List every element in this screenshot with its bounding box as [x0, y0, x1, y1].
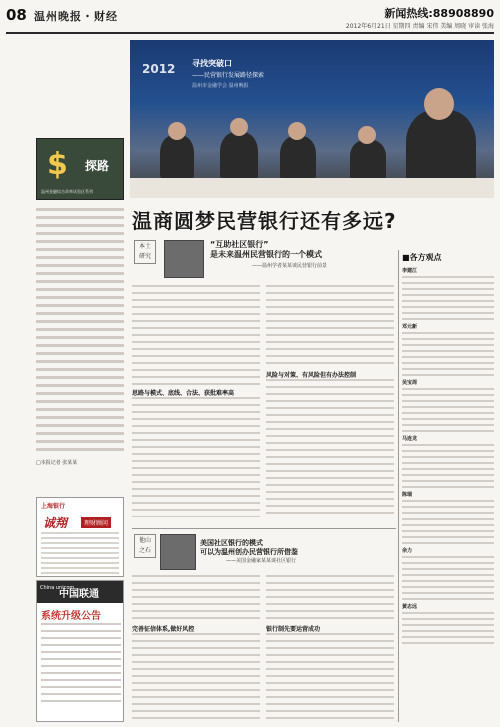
editorial-byline: □本报记者 张某某 [36, 460, 78, 466]
viewpoint-body [402, 276, 494, 320]
section1-col-right-2 [266, 379, 394, 519]
banker-portrait [160, 534, 196, 570]
speaker-head [424, 88, 454, 120]
editorial-body [36, 208, 124, 453]
section1-col-right [266, 285, 394, 367]
series-logo [36, 138, 124, 200]
viewpoint-name: 邓元新 [402, 324, 418, 330]
series-subtitle: 温州金融综合改革试验区系列 [41, 189, 93, 194]
unicom-heading: 系统升级公告 [41, 611, 101, 622]
editorial-column [36, 208, 124, 467]
unicom-logo-small: China unicom [40, 585, 75, 591]
section2-tag [134, 534, 156, 558]
section2-tag-line1: 他山 [138, 537, 151, 544]
section2-col-right [266, 575, 394, 621]
forum-photo [130, 40, 494, 198]
panelist-4 [350, 140, 386, 180]
dollar-icon: $ [47, 147, 68, 182]
main-headline: 温商圆梦民营银行还有多远? [132, 209, 397, 233]
section2-col-right-2 [266, 633, 394, 721]
unicom-notice [36, 580, 124, 722]
banner-subtitle: ——民营银行发展路径探索 [192, 72, 265, 79]
news-hotline: 新闻热线:88908890 [384, 7, 494, 20]
unicom-logo-text: 中国联通 [59, 589, 99, 600]
viewpoint-name: 李建江 [402, 268, 418, 274]
section1-note: ——温州学者某某谈民营银行前景 [252, 263, 328, 269]
section1-tag-line1: 本土 [138, 243, 151, 250]
section2-col-left-2 [132, 633, 260, 721]
scholar-portrait [164, 240, 204, 278]
viewpoints-title: ■各方观点 [402, 253, 442, 262]
viewpoint-name: 黄志远 [402, 604, 418, 610]
section-divider [132, 528, 396, 529]
dateline: 2012年6月21日 星期四 责编 宋伟 美编 周晓 审读 张海 [345, 23, 494, 30]
section2-tag-line2: 之石 [138, 547, 151, 554]
bank-name: 上海银行 [41, 503, 66, 510]
section2-body-2 [132, 633, 260, 721]
section1-subhead-1: “互助社区银行” [210, 240, 269, 249]
panelist-2 [220, 132, 258, 180]
section1-body [132, 285, 260, 385]
panelist-1-head [168, 122, 186, 140]
section1-body-2 [132, 397, 260, 517]
bank-ad-body [41, 532, 119, 574]
section1-tag-line2: 研究 [138, 253, 151, 260]
viewpoint-body [402, 500, 494, 544]
viewpoints-column [402, 252, 494, 648]
bank-tag: 理财顾问 [81, 517, 111, 528]
section1-tag [134, 240, 156, 264]
viewpoint-body [402, 332, 494, 376]
section1-body-3 [266, 285, 394, 367]
section2-note: ——美国金融家某某谈社区银行 [226, 558, 297, 564]
section1-heading-a: 思路与模式、底线、合法、获批难率高 [132, 390, 235, 397]
panel-table [130, 178, 494, 198]
section2-heading-b: 银行制先要运营成功 [266, 626, 321, 633]
viewpoint-name: 吴宝周 [402, 380, 418, 386]
unicom-body-wrap [41, 623, 121, 707]
section1-subhead-2: 是未来温州民营银行的一个模式 [210, 250, 322, 259]
column-divider [398, 250, 399, 722]
banner-organizer: 温州市金融学会 温州晚报 [192, 83, 249, 89]
paper-name: 温州晚报・财经 [34, 10, 118, 23]
panelist-3 [280, 136, 316, 180]
section2-heading-a: 完善征信体系,做好风控 [132, 626, 195, 633]
unicom-body [41, 623, 121, 707]
page-header [6, 4, 494, 34]
section1-col-left [132, 285, 260, 385]
section2-col-left [132, 575, 260, 621]
panelist-3-head [288, 122, 306, 140]
page-number: 08 [6, 6, 27, 24]
section1-body-4 [266, 379, 394, 519]
viewpoint-body [402, 388, 494, 432]
section2-body-4 [266, 633, 394, 721]
viewpoint-name: 余力 [402, 548, 413, 554]
series-title: 探路 [85, 159, 110, 173]
section1-col-left-2 [132, 397, 260, 517]
section2-body [132, 575, 260, 621]
banner-year: 2012 [142, 62, 176, 76]
unicom-logo [37, 581, 123, 603]
bank-advert [36, 497, 124, 577]
viewpoint-body [402, 444, 494, 488]
panelist-2-head [230, 118, 248, 136]
panelist-1 [160, 135, 194, 179]
viewpoint-body [402, 612, 494, 648]
panelist-4-head [358, 126, 376, 144]
section2-subhead-2: 可以为温州创办民营银行所借鉴 [200, 548, 298, 556]
viewpoint-name: 陈瑞 [402, 492, 413, 498]
section2-body-3 [266, 575, 394, 621]
section1-heading-b: 风险与对策、有风险但有办法控制 [266, 372, 357, 379]
banner-title: 寻找突破口 [192, 59, 232, 68]
section2-subhead-1: 美国社区银行的模式 [200, 539, 263, 547]
viewpoint-name: 马连龙 [402, 436, 418, 442]
bank-brand: 诚翔 [43, 516, 68, 530]
viewpoint-body [402, 556, 494, 600]
